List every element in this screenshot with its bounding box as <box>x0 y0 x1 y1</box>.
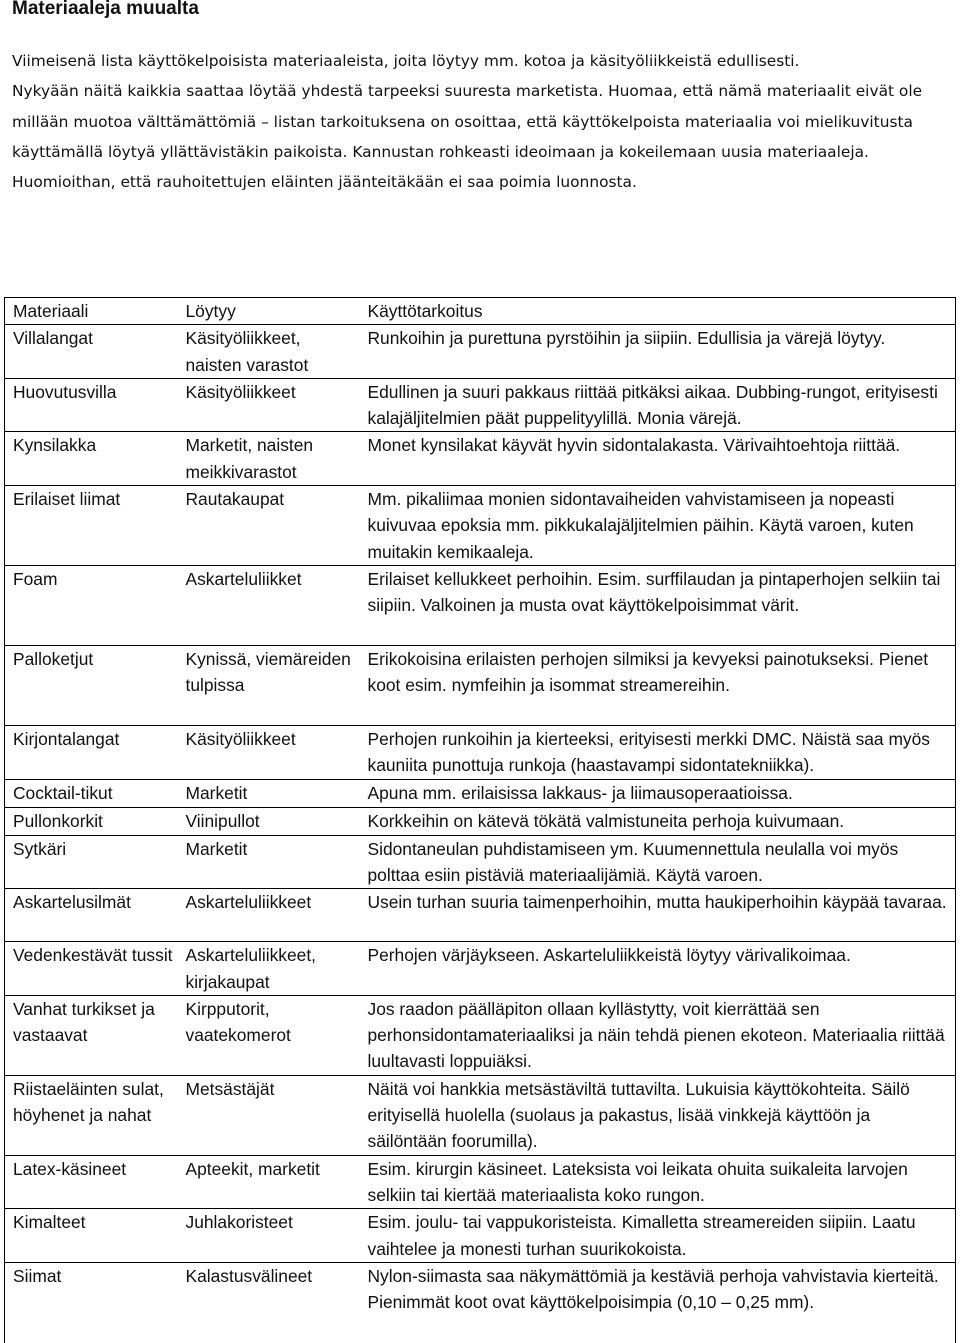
source-cell: Viinipullot <box>178 807 360 835</box>
purpose-cell: Edullinen ja suuri pakkaus riittää pitkäksi aikaa. Dubbing-rungot, erityisesti kalajäljitelmien päät puppelityylillä. Monia värejä. <box>360 378 956 432</box>
table-row <box>5 835 956 889</box>
source-cell: Kynissä, viemäreiden tulpissa <box>178 646 360 726</box>
material-cell: Vanhat turkikset ja vastaavat <box>5 995 178 1075</box>
purpose-cell: Mm. pikaliimaa monien sidontavaiheiden vahvistamiseen ja nopeasti kuivuvaa epoksia mm. pikkukalajäljitelmien päihin. Käytä varoen, kuten muitakin kemikaaleja. <box>360 486 956 566</box>
material-cell: Foam <box>5 566 178 646</box>
table-row <box>5 566 956 646</box>
intro-paragraph: Viimeisenä lista käyttökelpoisista materiaaleista, joita löytyy mm. kotoa ja käsityöliikkeistä edullisesti. <box>12 52 800 70</box>
source-cell: Askarteluliikket <box>178 566 360 646</box>
material-cell: Riistaeläinten sulat, höyhenet ja nahat <box>5 1075 178 1155</box>
table-row <box>5 1075 956 1155</box>
source-cell: Käsityöliikkeet <box>178 378 360 432</box>
purpose-cell: Perhojen värjäykseen. Askarteluliikkeistä löytyy värivalikoimaa. <box>360 942 956 996</box>
purpose-cell: Erilaiset kellukkeet perhoihin. Esim. surffilaudan ja pintaperhojen selkiin tai siipiin. Valkoinen ja musta ovat käyttökelpoisimmat värit. <box>360 566 956 646</box>
source-cell: Marketit, naisten meikkivarastot <box>178 432 360 486</box>
source-cell: Käsityöliikkeet, naisten varastot <box>178 325 360 379</box>
source-cell: Metsästäjät <box>178 1075 360 1155</box>
material-cell: Siimat <box>5 1263 178 1343</box>
source-cell: Marketit <box>178 779 360 807</box>
intro-paragraph: Nykyään näitä kaikkia saattaa löytää yhdestä tarpeeksi suuresta marketista. Huomaa, että nämä materiaalit eivät ole millään muotoa välttämättömiä – listan tarkoituksena on osoittaa, että käyttökelpoista materiaalia voi mielikuvitusta käyttämällä löytyä yllättävistäkin paikoista. Kannustan rohkeasti ideoimaan ja kokeilemaan uusia materiaaleja. Huomioithan, että rauhoitettujen eläinten jäänteitäkään ei saa poimia luonnosta. <box>12 82 923 192</box>
source-cell: Käsityöliikkeet <box>178 726 360 780</box>
source-cell: Askarteluliikkeet <box>178 889 360 942</box>
purpose-cell: Perhojen runkoihin ja kierteeksi, erityisesti merkki DMC. Näistä saa myös kauniita punottuja runkoja (haastavampi sidontatekniikka). <box>360 726 956 780</box>
section-heading: Materiaaleja muualta <box>12 0 199 19</box>
purpose-cell: Usein turhan suuria taimenperhoihin, mutta haukiperhoihin käypää tavaraa. <box>360 889 956 942</box>
table-body <box>5 325 956 1343</box>
column-header-source: Löytyy <box>178 298 360 325</box>
table-row <box>5 1263 956 1343</box>
purpose-cell: Sidontaneulan puhdistamiseen ym. Kuumennettula neulalla voi myös polttaa esiin pistäviä materiaalijämiä. Käytä varoen. <box>360 835 956 889</box>
source-cell: Marketit <box>178 835 360 889</box>
source-cell: Kirpputorit, vaatekomerot <box>178 995 360 1075</box>
material-cell: Sytkäri <box>5 835 178 889</box>
material-cell: Kimalteet <box>5 1209 178 1263</box>
material-cell: Vedenkestävät tussit <box>5 942 178 996</box>
material-cell: Erilaiset liimat <box>5 486 178 566</box>
purpose-cell: Runkoihin ja purettuna pyrstöihin ja siipiin. Edullisia ja värejä löytyy. <box>360 325 956 379</box>
source-cell: Kalastusvälineet <box>185 1266 313 1287</box>
table-row <box>5 378 956 432</box>
purpose-cell: Erikokoisina erilaisten perhojen silmiksi ja kevyeksi painotukseksi. Pienet koot esim. nymfeihin ja isommat streamereihin. <box>360 646 956 726</box>
materials-table <box>4 297 956 1343</box>
material-cell: Askartelusilmät <box>5 889 178 942</box>
table-row <box>5 325 956 379</box>
source-cell: Juhlakoristeet <box>178 1209 360 1263</box>
intro-text <box>12 46 948 197</box>
purpose-cell: Monet kynsilakat käyvät hyvin sidontalakasta. Värivaihtoehtoja riittää. <box>360 432 956 486</box>
table-row <box>5 995 956 1075</box>
material-cell: Villalangat <box>5 325 178 379</box>
material-cell: Pullonkorkit <box>5 807 178 835</box>
material-cell: Palloketjut <box>5 646 178 726</box>
purpose-cell: Näitä voi hankkia metsästäviltä tuttavilta. Lukuisia käyttökohteita. Säilö erityisellä huolella (suolaus ja pakastus, lisää vinkkejä käyttöön ja säilöntään foorumilla). <box>360 1075 956 1155</box>
table-row <box>5 942 956 996</box>
material-cell: Cocktail-tikut <box>5 779 178 807</box>
table-row <box>5 1155 956 1209</box>
table-row <box>5 889 956 942</box>
purpose-cell: Apuna mm. erilaisissa lakkaus- ja liimausoperaatioissa. <box>360 779 956 807</box>
source-cell: Rautakaupat <box>178 486 360 566</box>
table-row <box>5 807 956 835</box>
table-row <box>5 1209 956 1263</box>
table-row <box>5 432 956 486</box>
purpose-cell: Nylon-siimasta saa näkymättömiä ja kestäviä perhoja vahvistavia kierteitä. Pienimmät koot ovat käyttökelpoisimpia (0,10 – 0,25 mm). <box>360 1263 956 1343</box>
purpose-cell: Esim. kirurgin käsineet. Lateksista voi leikata ohuita suikaleita larvojen selkiin tai kiertää materiaalista koko rungon. <box>360 1155 956 1209</box>
column-header-purpose: Käyttötarkoitus <box>360 298 956 325</box>
source-cell: Apteekit, marketit <box>178 1155 360 1209</box>
material-cell: Kirjontalangat <box>5 726 178 780</box>
purpose-cell: Korkkeihin on kätevä tökätä valmistuneita perhoja kuivumaan. <box>360 807 956 835</box>
material-cell: Latex-käsineet <box>5 1155 178 1209</box>
table-header-row <box>5 298 956 325</box>
purpose-cell: Jos raadon päälläpiton ollaan kyllästytty, voit kierrättää sen perhonsidontamateriaaliksi ja näin tehdä pienen ekoteon. Materiaalia riittää luultavasti loppuiäksi. <box>360 995 956 1075</box>
table-row <box>5 779 956 807</box>
table-row <box>5 486 956 566</box>
column-header-material: Materiaali <box>5 298 178 325</box>
purpose-cell: Esim. joulu- tai vappukoristeista. Kimalletta streamereiden siipiin. Laatu vaihtelee ja monesti turhan suurikokoista. <box>360 1209 956 1263</box>
material-cell: Huovutusvilla <box>5 378 178 432</box>
table-row <box>5 646 956 726</box>
table-row <box>5 726 956 780</box>
material-cell: Kynsilakka <box>5 432 178 486</box>
source-cell: Askarteluliikkeet, kirjakaupat <box>178 942 360 996</box>
